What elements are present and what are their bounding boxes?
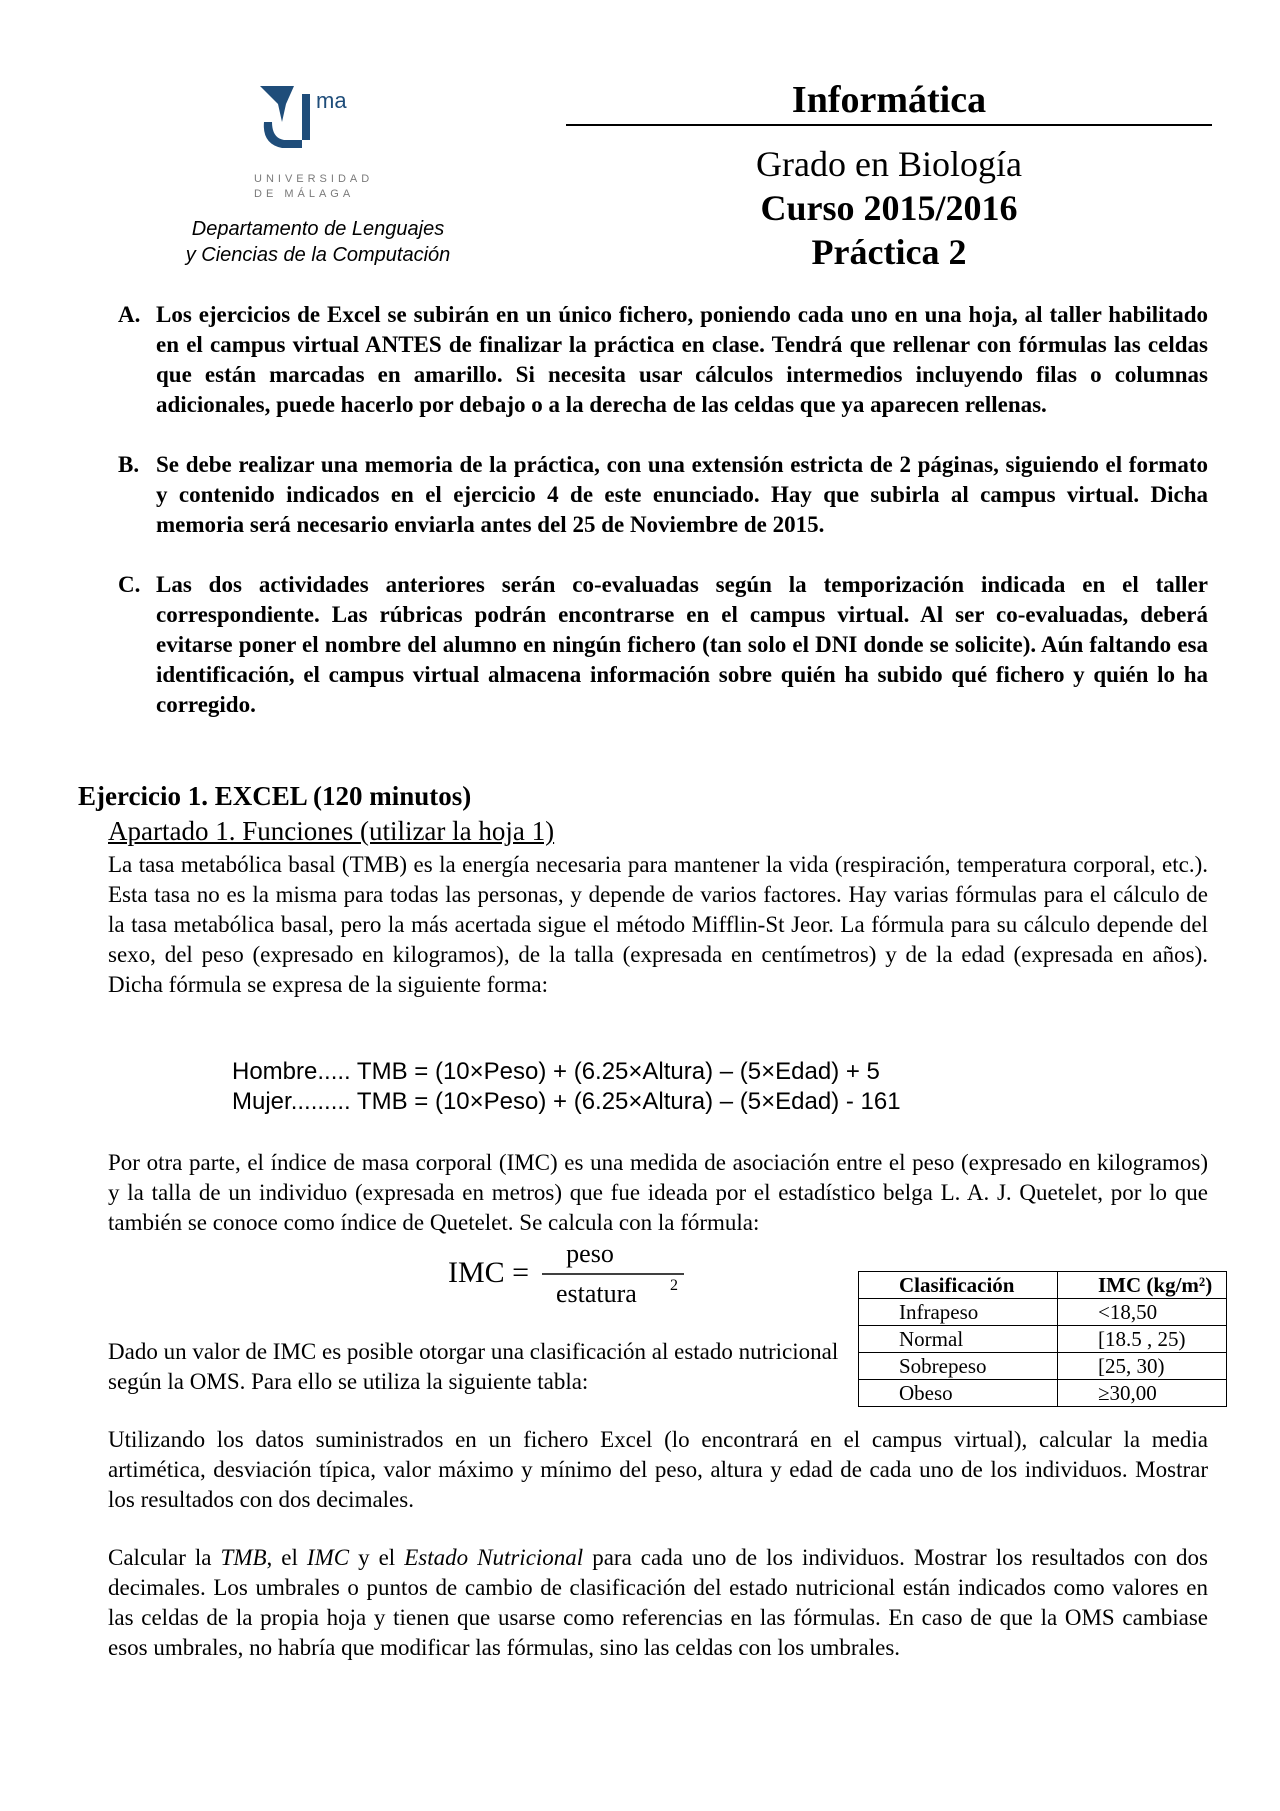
table-cell: ≥30,00 <box>1058 1380 1227 1407</box>
table-row <box>859 1326 1227 1353</box>
p5-text-b: , el <box>266 1545 307 1570</box>
p5-text-d: para cada uno de los individuos. Mostrar los resultados con dos decimales. Los umbrales o puntos de cambio de clasificación del estado nutricional están indicados como valores en las celdas de la propia hoja y tienen que usarse como referencias en las fórmulas. En caso de que la OMS cambiase esos umbrales, no habría que modificar las fórmulas, sino las celdas con los umbrales. <box>108 1545 1208 1660</box>
table-header: IMC (kg/m²) <box>1058 1272 1227 1299</box>
table-cell: Normal <box>859 1326 1058 1353</box>
instruction-text: Se debe realizar una memoria de la práctica, con una extensión estricta de 2 páginas, siguiendo el formato y contenido indicados en el ejercicio 4 de este enunciado. Hay que subirla al campus virtual. Dicha memoria será necesario enviarla antes del 25 de Noviembre de 2015. <box>156 452 1208 537</box>
university-logo <box>252 82 412 212</box>
section-title: Apartado 1. Funciones (utilizar la hoja 1) <box>108 816 555 846</box>
instructions-list <box>118 300 1208 750</box>
logo-ma: ma <box>316 88 347 113</box>
p5-tmb: TMB <box>220 1545 267 1570</box>
imc-exponent: 2 <box>670 1277 678 1294</box>
imc-lhs: IMC = <box>448 1256 530 1289</box>
table-cell: [18.5 , 25) <box>1058 1326 1227 1353</box>
instruction-letter: A. <box>118 302 141 327</box>
imc-formula <box>448 1238 688 1308</box>
logo-malaga: DE MÁLAGA <box>254 188 355 200</box>
table-row <box>859 1380 1227 1407</box>
table-header-row <box>859 1272 1227 1299</box>
exercise-title: Ejercicio 1. EXCEL (120 minutos) <box>78 781 472 811</box>
paragraph-tmb: La tasa metabólica basal (TMB) es la energía necesaria para mantener la vida (respiración, temperatura corporal, etc.). Esta tasa no es la misma para todas las personas, y depende de varios factores. Hay varias fórmulas para el cálculo de la tasa metabólica basal, pero la más acertada sigue el método Mifflin-St Jeor. La fórmula para su cálculo depende del sexo, del peso (expresado en kilogramos), de la talla (expresada en centímetros) y de la edad (expresada en años). Dicha fórmula se expresa de la siguiente forma: <box>108 852 1208 997</box>
instruction-item <box>118 570 1208 720</box>
department <box>150 216 486 268</box>
table-cell: Infrapeso <box>859 1299 1058 1326</box>
p5-text-c: y el <box>349 1545 405 1570</box>
tmb-formulas <box>232 1057 901 1117</box>
p5-estado: Estado Nutricional <box>404 1545 584 1570</box>
imc-classification-table <box>858 1271 1227 1407</box>
practice-title: Práctica 2 <box>811 232 967 272</box>
table-header: Clasificación <box>859 1272 1058 1299</box>
table-row <box>859 1353 1227 1380</box>
paragraph-imc: Por otra parte, el índice de masa corporal (IMC) es una medida de asociación entre el peso (expresado en kilogramos) y la talla de un individuo (expresada en metros) que fue ideada por el estadístico belga L. A. J. Quetelet, por lo que también se conoce como índice de Quetelet. Se calcula con la fórmula: <box>108 1150 1208 1235</box>
table-row <box>859 1299 1227 1326</box>
instruction-item <box>118 450 1208 540</box>
degree-title: Grado en Biología <box>756 144 1022 184</box>
department-line-1: Departamento de Lenguajes <box>191 218 445 240</box>
p5-text-a: Calcular la <box>108 1545 221 1570</box>
table-cell: [25, 30) <box>1058 1353 1227 1380</box>
paragraph-statistics: Utilizando los datos suministrados en un fichero Excel (lo encontrará en el campus virtual), calcular la media artimética, desviación típica, valor máximo y mínimo del peso, altura y edad de cada uno de los individuos. Mostrar los resultados con dos decimales. <box>108 1427 1208 1512</box>
instruction-text: Los ejercicios de Excel se subirán en un único fichero, poniendo cada uno en una hoja, al taller habilitado en el campus virtual ANTES de finalizar la práctica en clase. Tendrá que rellenar con fórmulas las celdas que están marcadas en amarillo. Si necesita usar cálculos intermedios incluyendo filas o columnas adicionales, puede hacerlo por debajo o a la derecha de las celdas que ya aparecen rellenas. <box>156 302 1208 417</box>
table-cell: Sobrepeso <box>859 1353 1058 1380</box>
p5-imc: IMC <box>306 1545 350 1570</box>
instruction-item <box>118 300 1208 420</box>
title-block <box>566 78 1212 274</box>
table-cell: <18,50 <box>1058 1299 1227 1326</box>
logo-university: UNIVERSIDAD <box>254 173 374 185</box>
formula-male: Hombre..... TMB = (10×Peso) + (6.25×Altura) – (5×Edad) + 5 <box>232 1058 880 1085</box>
imc-denominator: estatura <box>556 1279 637 1308</box>
instruction-letter: B. <box>118 452 140 477</box>
department-line-2: y Ciencias de la Computación <box>185 244 451 266</box>
table-cell: Obeso <box>859 1380 1058 1407</box>
subject-title: Informática <box>566 78 1212 126</box>
instruction-letter: C. <box>118 572 141 597</box>
paragraph-classification: Dado un valor de IMC es posible otorgar una clasificación al estado nutricional según la OMS. Para ello se utiliza la siguiente tabla: <box>108 1339 839 1394</box>
formula-female: Mujer......... TMB = (10×Peso) + (6.25×Altura) – (5×Edad) - 161 <box>232 1088 901 1115</box>
imc-numerator: peso <box>566 1239 614 1268</box>
paragraph-calculations <box>108 1543 1208 1663</box>
instruction-text: Las dos actividades anteriores serán co-evaluadas según la temporización indicada en el taller correspondiente. Las rúbricas podrán encontrarse en el campus virtual. Al ser co-evaluadas, deberá evitarse poner el nombre del alumno en ningún fichero (tan solo el DNI donde se solicite). Aún faltando esa identificación, el campus virtual almacena información sobre quién ha subido qué fichero y quién lo ha corregido. <box>156 572 1208 717</box>
course-title: Curso 2015/2016 <box>760 188 1018 228</box>
